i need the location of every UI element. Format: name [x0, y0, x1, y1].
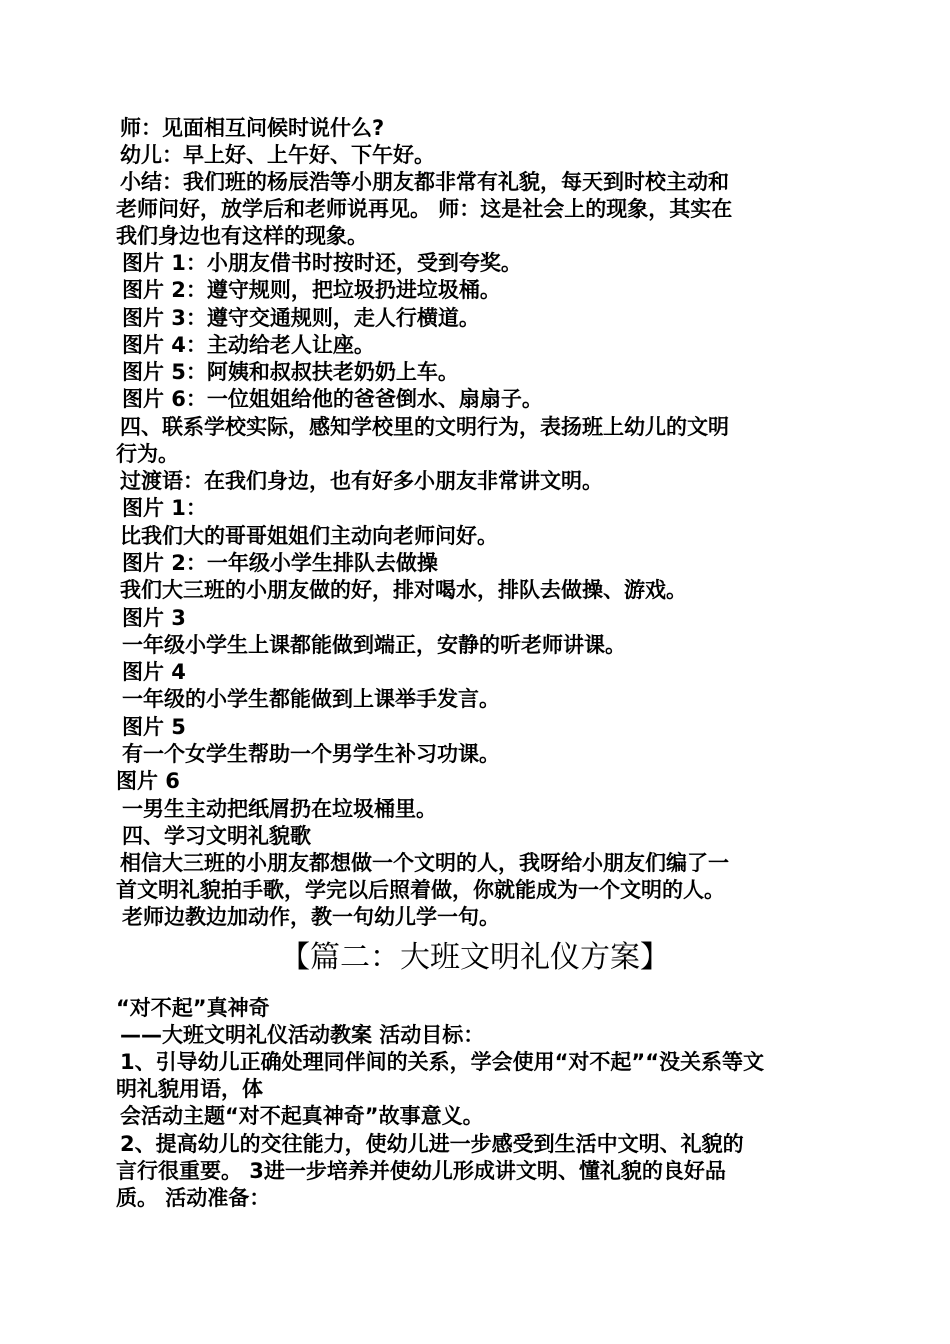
text-line: 老师问好，放学后和老师说再见。 师：这是社会上的现象，其实在: [116, 197, 733, 221]
text-line: 一男生主动把纸屑扔在垃圾桶里。: [122, 797, 437, 821]
text-line: 行为。: [116, 442, 179, 466]
text-line: 有一个女学生帮助一个男学生补习功课。: [122, 742, 500, 766]
text-line: 四、联系学校实际，感知学校里的文明行为，表扬班上幼儿的文明: [120, 415, 729, 439]
text-line: 图片 2：遵守规则，把垃圾扔进垃圾桶。: [122, 278, 501, 302]
text-line: 图片 4：主动给老人让座。: [122, 333, 375, 357]
text-line: 图片 1：小朋友借书时按时还，受到夸奖。: [122, 251, 522, 275]
text-line: ——大班文明礼仪活动教案 活动目标：: [120, 1023, 485, 1047]
text-line: 图片 6：一位姐姐给他的爸爸倒水、扇扇子。: [122, 387, 543, 411]
text-line: 1、引导幼儿正确处理同伴间的关系，学会使用“对不起”“没关系等文: [120, 1050, 765, 1074]
text-line: 图片 3：遵守交通规则，走人行横道。: [122, 306, 480, 330]
text-line: 幼儿：早上好、上午好、下午好。: [120, 143, 435, 167]
text-line: 师：见面相互问候时说什么?: [120, 116, 385, 140]
text-line: 四、学习文明礼貌歌: [122, 824, 311, 848]
text-line: “对不起”真神奇: [116, 996, 270, 1020]
text-line: 相信大三班的小朋友都想做一个文明的人，我呀给小朋友们编了一: [120, 851, 729, 875]
text-line: 首文明礼貌拍手歌，学完以后照着做，你就能成为一个文明的人。: [116, 878, 725, 902]
section-heading: 【篇二：大班文明礼仪方案】: [280, 940, 670, 975]
text-line: 图片 4: [122, 660, 186, 684]
text-line: 质。 活动准备：: [116, 1186, 271, 1210]
text-line: 言行很重要。 3进一步培养并使幼儿形成讲文明、懂礼貌的良好品: [116, 1159, 726, 1183]
text-line: 会活动主题“对不起真神奇”故事意义。: [120, 1104, 484, 1128]
text-line: 我们身边也有这样的现象。: [116, 224, 368, 248]
text-line: 图片 2：一年级小学生排队去做操: [122, 551, 438, 575]
text-line: 图片 5: [122, 715, 186, 739]
text-line: 图片 6: [116, 769, 180, 793]
text-line: 一年级的小学生都能做到上课举手发言。: [122, 687, 500, 711]
text-line: 图片 5：阿姨和叔叔扶老奶奶上车。: [122, 360, 459, 384]
text-line: 图片 3: [122, 606, 186, 630]
text-line: 一年级小学生上课都能做到端正，安静的听老师讲课。: [122, 633, 626, 657]
text-line: 图片 1：: [122, 496, 207, 520]
text-line: 老师边教边加动作，教一句幼儿学一句。: [122, 905, 500, 929]
text-line: 2、提高幼儿的交往能力，使幼儿进一步感受到生活中文明、礼貌的: [120, 1132, 744, 1156]
text-line: 比我们大的哥哥姐姐们主动向老师问好。: [120, 524, 498, 548]
text-line: 过渡语：在我们身边，也有好多小朋友非常讲文明。: [120, 469, 603, 493]
text-line: 我们大三班的小朋友做的好，排对喝水，排队去做操、游戏。: [120, 578, 687, 602]
text-line: 明礼貌用语，体: [116, 1077, 263, 1101]
text-line: 小结：我们班的杨辰浩等小朋友都非常有礼貌，每天到时校主动和: [120, 170, 729, 194]
